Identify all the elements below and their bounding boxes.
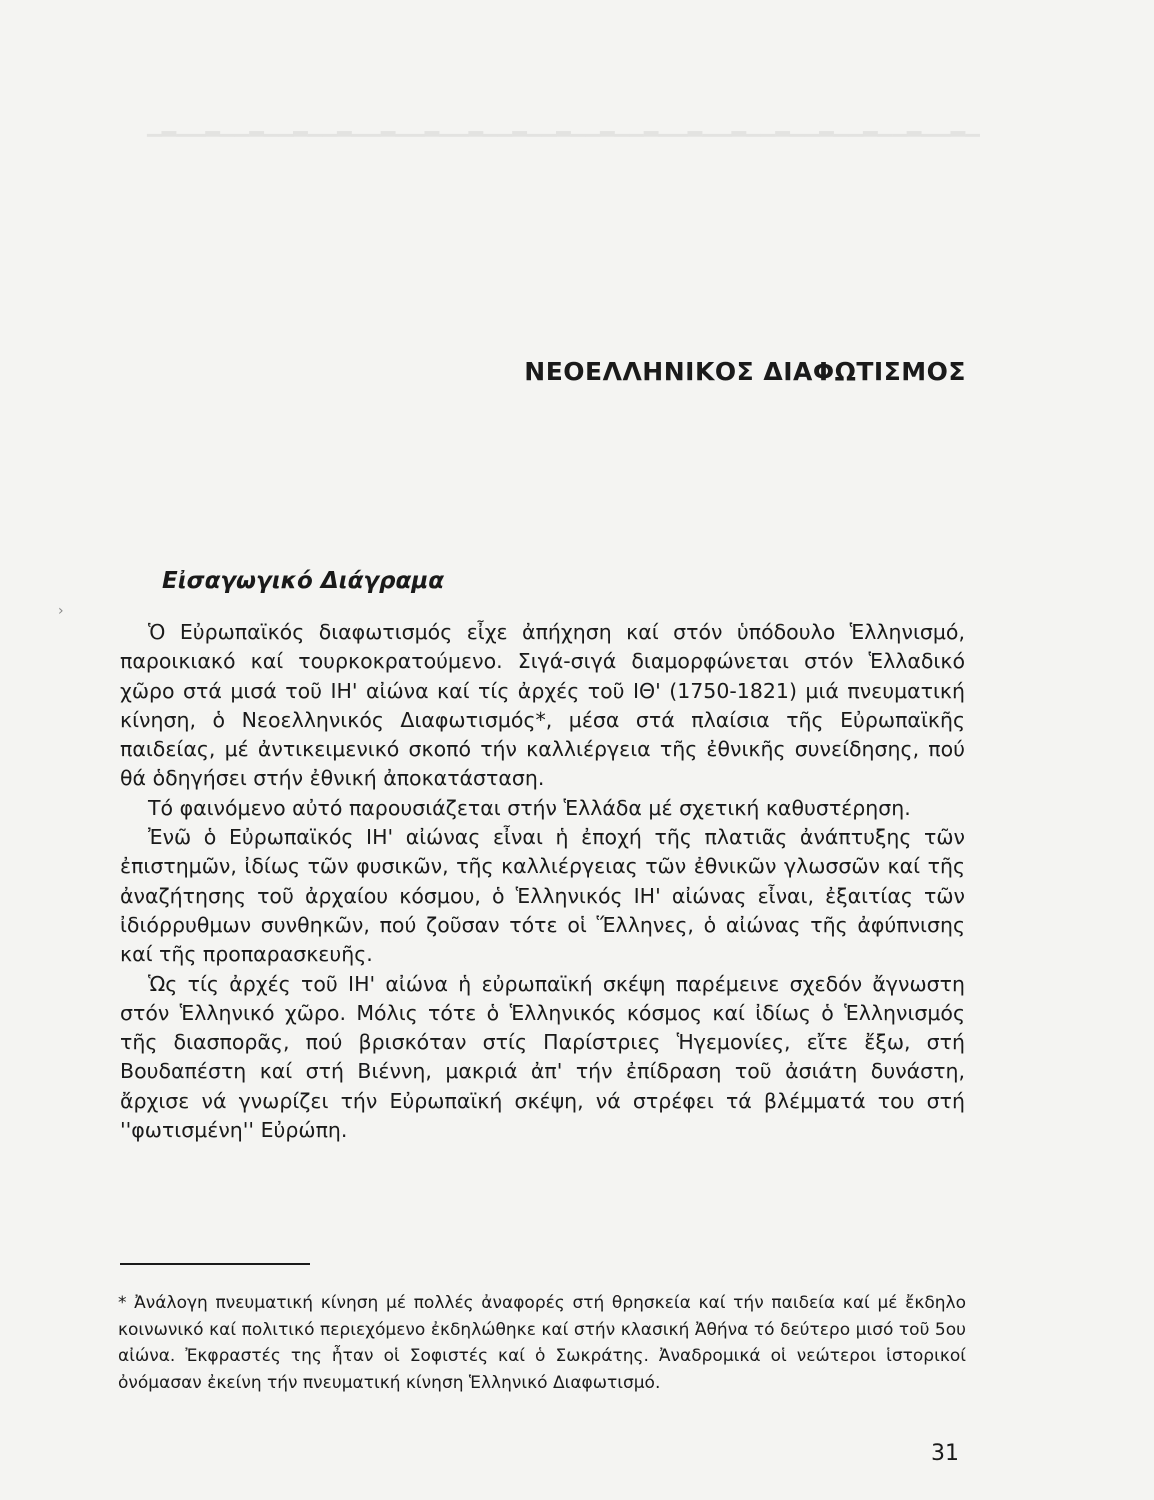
footnote-divider bbox=[120, 1263, 310, 1265]
bleed-through: ▁▂▁▁▂▁▁▂▁▁▂▁▁▂▁▁▂▁▁▂▁▁▂▁▁▂▁▁▂▁▁▂▁▁▂▁▁▂▁▁▂▁▁▂▁▁▂▁▁▂▁▁▂▁▁▂▁ bbox=[147, 115, 980, 137]
body-text bbox=[120, 618, 965, 1145]
paragraph: Τό φαινόμενο αὐτό παρουσιάζεται στήν Ἑλλάδα μέ σχετική καθυστέρηση. bbox=[148, 795, 911, 820]
paragraph: Ὁ Εὐρωπαϊκός διαφωτισμός εἶχε ἀπήχηση καί στόν ὑπόδουλο Ἑλληνισμό, παροικιακό καί τουρκοκρατούμενο. Σιγά-σιγά διαμορφώνεται στόν Ἑλλαδικό χῶρο στά μισά τοῦ ΙΗ' αἰώνα καί τίς ἀρχές τοῦ ΙΘ' (1750-1821) μιά πνευματική κίνηση, ὁ Νεοελληνικός Διαφωτισμός*, μέσα στά πλαίσια τῆς Εὐρωπαϊκῆς παιδείας, μέ ἀντικειμενικό σκοπό τήν καλλιέργεια τῆς ἐθνικῆς συνείδησης, πού θά ὁδηγήσει στήν ἐθνική ἀποκατάσταση. bbox=[120, 620, 965, 791]
paragraph: Ἐνῶ ὁ Εὐρωπαϊκός ΙΗ' αἰώνας εἶναι ἡ ἐποχή τῆς πλατιᾶς ἀνάπτυξης τῶν ἐπιστημῶν, ἰδίως τῶν φυσικῶν, τῆς καλλιέργειας τῶν ἐθνικῶν γλωσσῶν καί τῆς ἀναζήτησης τοῦ ἀρχαίου κόσμου, ὁ Ἑλληνικός ΙΗ' αἰώνας εἶναι, ἐξαιτίας τῶν ἰδιόρρυθμων συνθηκῶν, πού ζοῦσαν τότε οἱ Ἕλληνες, ὁ αἰώνας τῆς ἀφύπνισης καί τῆς προπαρασκευῆς. bbox=[120, 825, 965, 967]
section-title: Εἰσαγωγικό Διάγραμα bbox=[162, 568, 445, 594]
chapter-title: ΝΕΟΕΛΛΗΝΙΚΟΣ ΔΙΑΦΩΤΙΣΜΟΣ bbox=[524, 357, 966, 386]
footnote: * Ἀνάλογη πνευματική κίνηση μέ πολλές ἀναφορές στή θρησκεία καί τήν παιδεία καί μέ ἔκδηλο κοινωνικό καί πολιτικό περιεχόμενο ἐκδηλώθηκε καί στήν κλασική Ἀθήνα τό δεύτερο μισό τοῦ 5ου αἰώνα. Ἐκφραστές της ἦταν οἱ Σοφιστές καί ὁ Σωκράτης. Ἀναδρομικά οἱ νεώτεροι ἱστορικοί ὀνόμασαν ἐκείνη τήν πνευματική κίνηση Ἑλληνικό Διαφωτισμό. bbox=[118, 1293, 966, 1393]
margin-mark: › bbox=[58, 603, 64, 619]
paragraph: Ὡς τίς ἀρχές τοῦ ΙΗ' αἰώνα ἡ εὐρωπαϊκή σκέψη παρέμεινε σχεδόν ἄγνωστη στόν Ἑλληνικό χῶρο. Μόλις τότε ὁ Ἑλληνικός κόσμος καί ἰδίως ὁ Ἑλληνισμός τῆς διασπορᾶς, πού βρισκόταν στίς Παρίστριες Ἡγεμονίες, εἴτε ἔξω, στή Βουδαπέστη καί στή Βιέννη, μακριά ἀπ' τήν ἐπίδραση τοῦ ἀσιάτη δυνάστη, ἄρχισε νά γνωρίζει τήν Εὐρωπαϊκή σκέψη, νά στρέφει τά βλέμματά του στή ''φωτισμένη'' Εὐρώπη. bbox=[120, 971, 965, 1143]
page-number: 31 bbox=[931, 1441, 959, 1466]
